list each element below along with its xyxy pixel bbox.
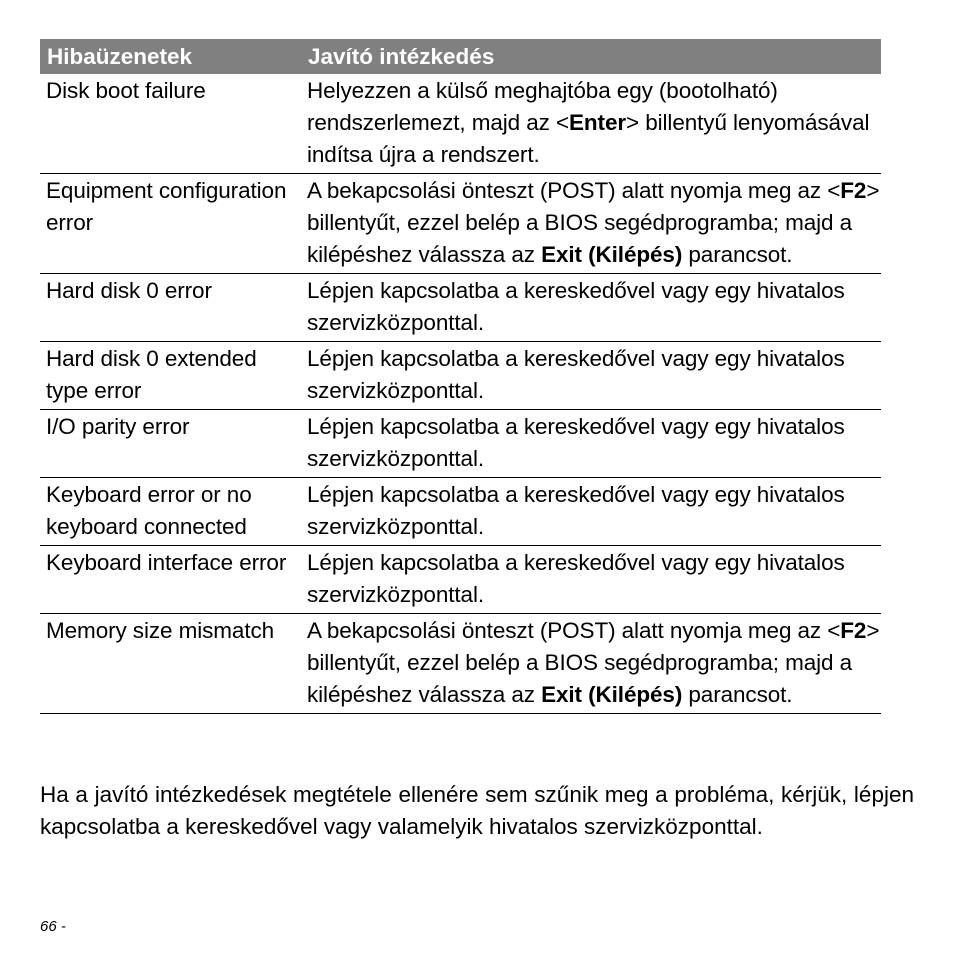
action-text: > billentyűt, ezzel belép a BIOS segédprogramba; majd a kilépéshez válassza az	[307, 178, 880, 267]
action-text: parancsot.	[682, 682, 793, 707]
action-text: A bekapcsolási önteszt (POST) alatt nyomja meg az <	[307, 618, 841, 643]
action-text: Lépjen kapcsolatba a kereskedővel vagy egy hivatalos szervizközponttal.	[307, 482, 845, 539]
table-row	[40, 274, 881, 342]
error-message-cell: Keyboard interface error	[40, 546, 301, 614]
table-row	[40, 410, 881, 478]
action-emphasis: F2	[840, 618, 867, 643]
error-message-cell: Keyboard error or no keyboard connected	[40, 478, 301, 546]
action-text: Helyezzen a külső meghajtóba egy (bootolható) rendszerlemezt, majd az <	[307, 78, 778, 135]
action-text: A bekapcsolási önteszt (POST) alatt nyomja meg az <	[307, 178, 841, 203]
corrective-action-cell	[301, 546, 881, 614]
error-message-cell: Memory size mismatch	[40, 614, 301, 714]
table-row	[40, 74, 881, 174]
action-text: Lépjen kapcsolatba a kereskedővel vagy egy hivatalos szervizközponttal.	[307, 278, 845, 335]
corrective-action-cell	[301, 478, 881, 546]
action-text: > billentyű lenyomásával indítsa újra a rendszert.	[307, 110, 870, 167]
action-text: Lépjen kapcsolatba a kereskedővel vagy egy hivatalos szervizközponttal.	[307, 346, 845, 403]
corrective-action-cell	[301, 274, 881, 342]
corrective-action-cell	[301, 342, 881, 410]
table-row	[40, 174, 881, 274]
action-text: > billentyűt, ezzel belép a BIOS segédprogramba; majd a kilépéshez válassza az	[307, 618, 880, 707]
corrective-action-cell	[301, 614, 881, 714]
header-corrective-action: Javító intézkedés	[301, 39, 881, 74]
table-row	[40, 614, 881, 714]
action-emphasis: F2	[840, 178, 867, 203]
action-emphasis: Exit (Kilépés)	[541, 682, 683, 707]
action-text: Lépjen kapcsolatba a kereskedővel vagy egy hivatalos szervizközponttal.	[307, 414, 845, 471]
troubleshooting-note: Ha a javító intézkedések megtétele ellenére sem szűnik meg a probléma, kérjük, lépjen kapcsolatba a kereskedővel vagy valamelyik hivatalos szervizközponttal.	[40, 782, 914, 839]
error-messages-table	[40, 39, 881, 714]
corrective-action-cell	[301, 174, 881, 274]
action-emphasis: Enter	[569, 110, 627, 135]
action-emphasis: Exit (Kilépés)	[541, 242, 683, 267]
error-message-cell: Equipment configuration error	[40, 174, 301, 274]
table-body	[40, 74, 881, 714]
action-text: Lépjen kapcsolatba a kereskedővel vagy egy hivatalos szervizközponttal.	[307, 550, 845, 607]
table-row	[40, 546, 881, 614]
corrective-action-cell	[301, 410, 881, 478]
page-number: 66 -	[40, 918, 66, 935]
error-message-cell: Hard disk 0 error	[40, 274, 301, 342]
table-row	[40, 342, 881, 410]
table-header-row	[40, 39, 881, 74]
error-message-cell: I/O parity error	[40, 410, 301, 478]
action-text: parancsot.	[682, 242, 793, 267]
corrective-action-cell	[301, 74, 881, 174]
header-error-messages: Hibaüzenetek	[40, 39, 301, 74]
error-message-cell: Hard disk 0 extended type error	[40, 342, 301, 410]
table-row	[40, 478, 881, 546]
error-message-cell: Disk boot failure	[40, 74, 301, 174]
